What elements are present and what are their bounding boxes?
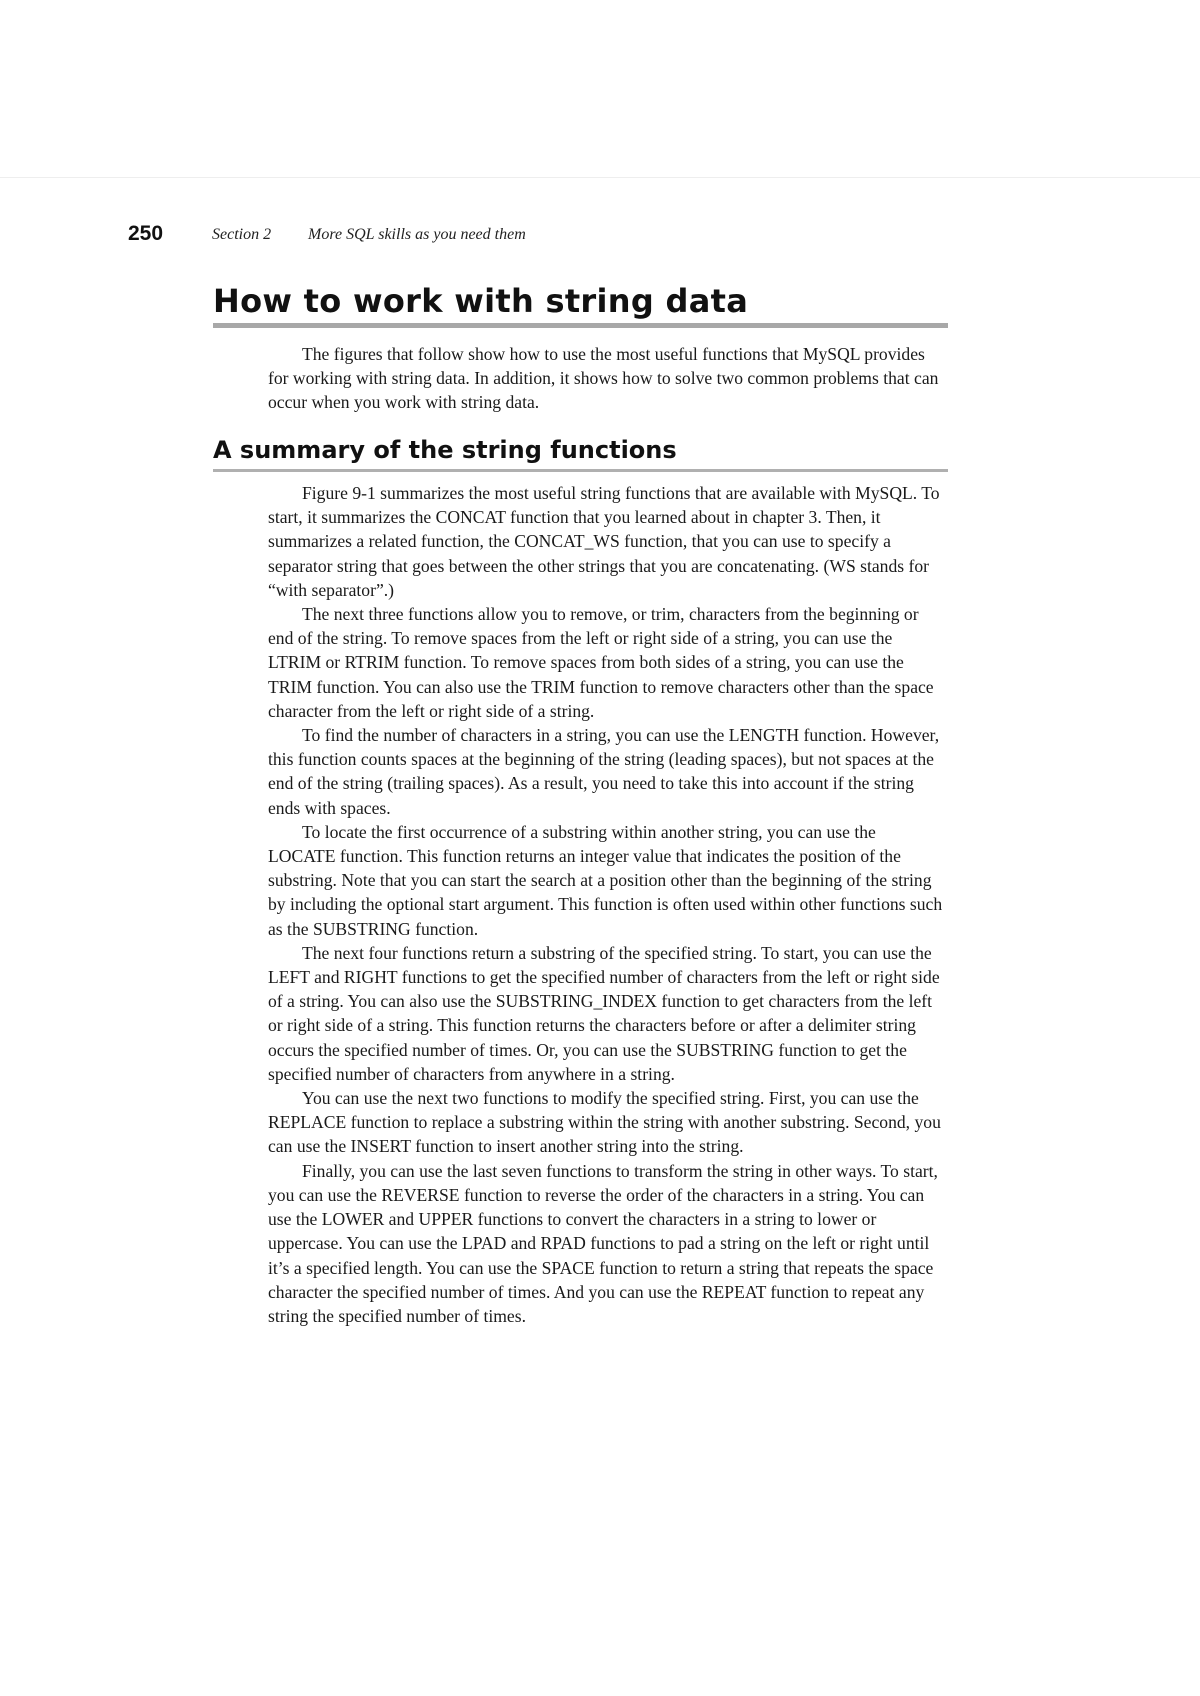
body-text [268,481,943,1328]
section-title: More SQL skills as you need them [308,226,526,243]
body-paragraph: To locate the first occurrence of a substring within another string, you can use the LOCATE function. This function returns an integer value that indicates the position of the substring. Note that you can start the search at a position other than the beginning of the string by including the optional start argument. This function is often used within other functions such as the SUBSTRING function. [268,821,943,939]
subheading: A summary of the string functions [213,436,677,464]
running-head [128,222,1028,252]
heading-rule [213,323,948,328]
body-paragraph: Figure 9-1 summarizes the most useful string functions that are available with MySQL. To start, it summarizes the CONCAT function that you learned about in chapter 3. Then, it summarizes a related function, the CONCAT_WS function, that you can use to specify a separator string that goes between the other strings that you are concatenating. (WS stands for “with separator”.) [268,483,940,600]
section-label: Section 2 [212,226,272,243]
body-paragraph: To find the number of characters in a string, you can use the LENGTH function. However, this function counts spaces at the beginning of the string (leading spaces), but not spaces at the end of the string (trailing spaces). As a result, you need to take this into account if the string ends with spaces. [268,725,940,818]
subheading-rule [213,469,948,472]
page-heading: How to work with string data [213,282,749,320]
page-number: 250 [128,222,164,245]
body-paragraph: You can use the next two functions to modify the specified string. First, you can use the REPLACE function to replace a substring within the string with another substring. Second, you can use the INSERT function to insert another string into the string. [268,1088,941,1157]
intro-paragraph: The figures that follow show how to use the most useful functions that MySQL provides for working with string data. In addition, it shows how to solve two common problems that can occur when you work with string data. [268,344,939,413]
body-paragraph: The next four functions return a substring of the specified string. To start, you can use the LEFT and RIGHT functions to get the specified number of characters from the left or right side of a string. You can also use the SUBSTRING_INDEX function to get characters from the left or right side of a string. This function returns the characters before or after a delimiter string occurs the specified number of times. Or, you can use the SUBSTRING function to get the specified number of characters from anywhere in a string. [268,942,940,1084]
page-top-edge [0,177,1200,178]
body-paragraph: Finally, you can use the last seven functions to transform the string in other ways. To start, you can use the REVERSE function to reverse the order of the characters in a string. You can use the LOWER and UPPER functions to convert the characters in a string to lower or uppercase. You can use the LPAD and RPAD functions to pad a string on the left or right until it’s a specified length. You can use the SPACE function to return a string that repeats the space character the specified number of times. And you can use the REPEAT function to repeat any string the specified number of times. [268,1160,938,1326]
intro-text [268,342,943,415]
body-paragraph: The next three functions allow you to remove, or trim, characters from the beginning or end of the string. To remove spaces from the left or right side of a string, you can use the LTRIM or RTRIM function. To remove spaces from both sides of a string, you can use the TRIM function. You can also use the TRIM function to remove characters other than the space character from the left or right side of a string. [268,604,934,721]
